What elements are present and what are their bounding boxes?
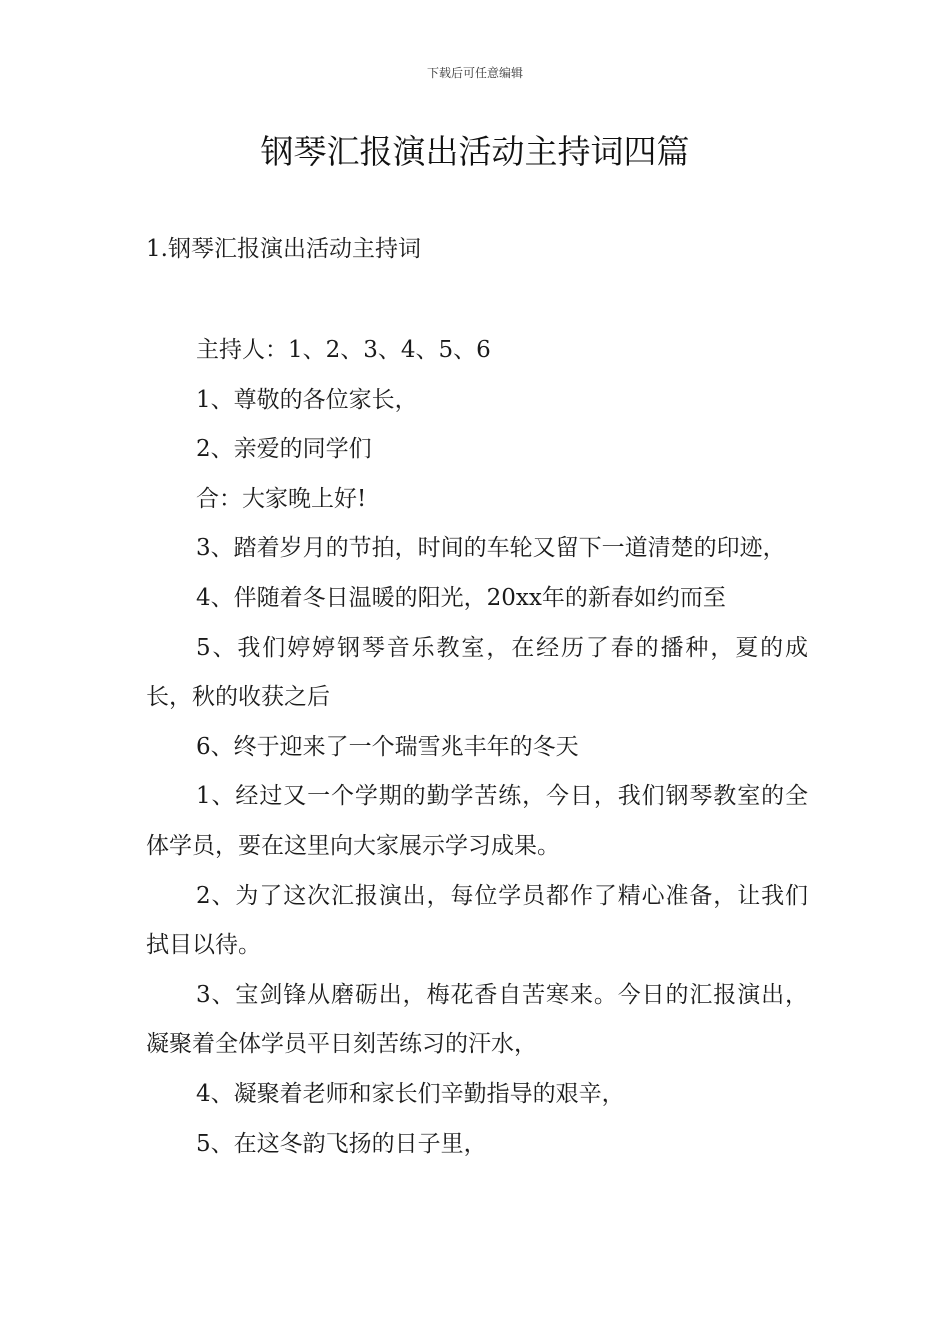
paragraph: 主持人：1、2、3、4、5、6 [196,337,491,363]
paragraph: 合：大家晚上好! [196,485,367,512]
paragraph: 2、亲爱的同学们 [196,436,372,463]
paragraph: 3、踏着岁月的节拍，时间的车轮又留下一道清楚的印迹， [196,535,786,562]
document-body [146,326,808,1169]
paragraph: 1、经过又一个学期的勤学苦练，今日，我们钢琴教室的全体学员，要在这里向大家展示学习成果。 [146,783,808,859]
section-heading: 1.钢琴汇报演出活动主持词 [146,236,421,262]
paragraph: 1、尊敬的各位家长， [196,386,418,413]
paragraph: 6、终于迎来了一个瑞雪兆丰年的冬天 [196,733,579,760]
page-header-note: 下载后可任意编辑 [426,66,523,80]
paragraph: 2、为了这次汇报演出，每位学员都作了精心准备，让我们拭目以待。 [146,882,808,959]
paragraph: 3、宝剑锋从磨砺出，梅花香自苦寒来。今日的汇报演出，凝聚着全体学员平日刻苦练习的汗水， [146,981,808,1058]
paragraph: 4、凝聚着老师和家长们辛勤指导的艰辛， [196,1080,625,1107]
paragraph: 4、伴随着冬日温暖的阳光，20xx年的新春如约而至 [196,584,726,611]
paragraph: 5、在这冬韵飞扬的日子里， [196,1130,487,1157]
document-title: 钢琴汇报演出活动主持词四篇 [260,132,690,171]
paragraph: 5、我们婷婷钢琴音乐教室，在经历了春的播种，夏的成长，秋的收获之后 [146,634,808,711]
